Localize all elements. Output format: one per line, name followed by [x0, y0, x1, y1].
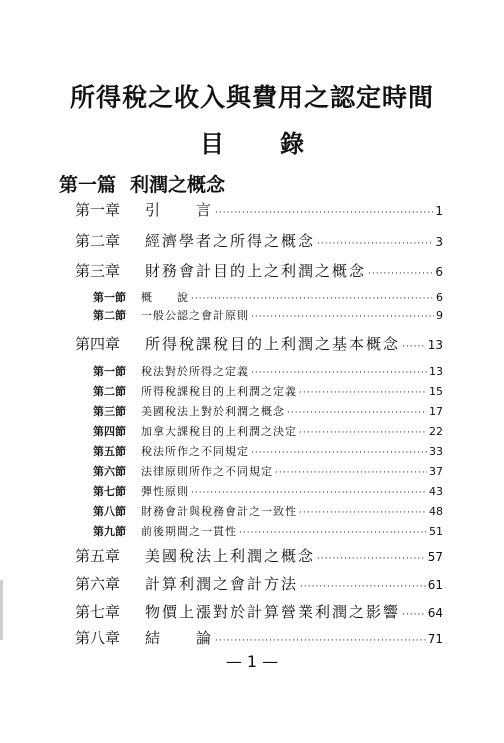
toc-entry-title: 財務會計目的上之利潤之概念	[145, 262, 367, 280]
dot-leader	[368, 269, 433, 279]
dot-leader	[275, 468, 427, 478]
toc-entry-label: 第五節	[93, 445, 126, 458]
toc-page-number: 13	[429, 365, 443, 378]
toc-entry-label: 第一節	[93, 291, 126, 304]
toc-entry-label: 第三章	[75, 262, 121, 280]
toc-entry-title: 經濟學者之所得之概念	[145, 232, 316, 250]
toc-page-number: 6	[435, 265, 443, 279]
toc-entry-label: 第二節	[93, 309, 126, 322]
toc-page-number: 43	[429, 485, 443, 498]
toc-section-row	[93, 307, 443, 323]
toc-section-row	[93, 383, 443, 399]
toc-page-number: 1	[435, 204, 443, 218]
toc-chapter-row	[75, 333, 443, 354]
page-number: — 1 —	[225, 652, 279, 671]
toc-page-number: 71	[427, 632, 443, 646]
toc-section-row	[93, 463, 443, 479]
dot-leader	[239, 528, 427, 538]
toc-entry-title: 概 說	[141, 291, 189, 304]
toc-entry-label: 第六節	[93, 465, 126, 478]
toc-page-number: 22	[429, 425, 443, 438]
toc-chapter-row	[75, 545, 443, 566]
dot-leader	[317, 239, 433, 249]
toc-page-number: 48	[429, 505, 443, 518]
toc-page-number: 33	[429, 445, 443, 458]
heading-char-1: 目	[200, 130, 224, 158]
toc-page-number: 51	[429, 525, 443, 538]
toc-entry-label: 第五章	[75, 547, 121, 565]
toc-entry-label: 第九節	[93, 525, 126, 538]
toc-entry-title: 前後期間之一貫性	[141, 525, 237, 538]
toc-page-number: 15	[429, 385, 443, 398]
toc-entry-label: 第七節	[93, 485, 126, 498]
toc-section-row	[93, 503, 443, 519]
dot-leader	[251, 312, 434, 322]
scan-edge-mark	[0, 580, 3, 640]
toc-entry-title: 一般公認之會計原則	[141, 309, 249, 322]
dot-leader	[299, 428, 427, 438]
dot-leader	[299, 388, 427, 398]
dot-leader	[317, 554, 426, 564]
dot-leader	[215, 208, 433, 218]
toc-section-row	[93, 403, 443, 419]
toc-entry-title: 所得稅課稅目的上利潤之基本概念	[145, 335, 401, 353]
toc-entry-title: 結 論	[145, 629, 214, 647]
toc-entry-label: 第三節	[93, 405, 126, 418]
dot-leader	[402, 342, 426, 352]
toc-page-number: 64	[427, 606, 443, 620]
part-label: 第一篇	[59, 174, 117, 196]
toc-entry-label: 第二節	[93, 385, 126, 398]
dot-leader	[215, 636, 426, 646]
dot-leader	[191, 488, 427, 498]
toc-page-number: 3	[435, 235, 443, 249]
toc-entry-label: 第八節	[93, 505, 126, 518]
toc-entry-title: 美國稅法上利潤之概念	[145, 547, 316, 565]
toc-entry-title: 所得稅課稅目的上利潤之定義	[141, 385, 297, 398]
dot-leader	[287, 408, 427, 418]
toc-page-number: 9	[436, 309, 443, 322]
toc-entry-title: 財務會計與稅務會計之一致性	[141, 505, 297, 518]
toc-page-number: 61	[427, 578, 443, 592]
toc-page-number: 6	[436, 291, 443, 304]
dot-leader	[402, 610, 426, 620]
toc-section-row	[93, 363, 443, 379]
toc-page-number: 57	[427, 550, 443, 564]
toc-page-number: 37	[429, 465, 443, 478]
toc-entry-label: 第四章	[75, 335, 121, 353]
dot-leader	[251, 448, 427, 458]
toc-chapter-row	[75, 230, 443, 251]
toc-section-row	[93, 483, 443, 499]
table-of-contents-heading	[0, 124, 504, 159]
part-title: 利潤之概念	[130, 174, 226, 196]
toc-section-row	[93, 523, 443, 539]
toc-entry-label: 第八章	[75, 629, 121, 647]
toc-entry-title: 計算利潤之會計方法	[145, 575, 299, 593]
toc-entry-label: 第七章	[75, 603, 121, 621]
toc-entry-label: 第四節	[93, 425, 126, 438]
toc-section-row	[93, 423, 443, 439]
toc-entry-title: 引 言	[145, 201, 214, 219]
toc-chapter-row	[75, 573, 443, 594]
toc-chapter-row	[75, 199, 443, 220]
toc-chapter-row	[75, 260, 443, 281]
toc-entry-label: 第一章	[75, 201, 121, 219]
document-title: 所得稅之收入與費用之認定時間	[69, 83, 434, 112]
dot-leader	[299, 508, 427, 518]
toc-entry-title: 稅法對於所得之定義	[141, 365, 249, 378]
toc-section-row	[93, 443, 443, 459]
toc-entry-title: 美國稅法上對於利潤之概念	[141, 405, 285, 418]
dot-leader	[251, 368, 427, 378]
toc-page-number: 13	[427, 338, 443, 352]
toc-entry-label: 第二章	[75, 232, 121, 250]
toc-entry-title: 加拿大課稅目的上利潤之決定	[141, 425, 297, 438]
dot-leader	[191, 294, 434, 304]
heading-char-2: 錄	[280, 130, 304, 158]
toc-entry-label: 第一節	[93, 365, 126, 378]
toc-page-number: 17	[429, 405, 443, 418]
toc-entry-label: 第六章	[75, 575, 121, 593]
toc-section-row	[93, 289, 443, 305]
toc-chapter-row	[75, 627, 443, 648]
part-heading	[59, 170, 225, 197]
toc-entry-title: 彈性原則	[141, 485, 189, 498]
dot-leader	[300, 582, 426, 592]
toc-entry-title: 稅法所作之不同規定	[141, 445, 249, 458]
toc-entry-title: 法律原則所作之不同規定	[141, 465, 273, 478]
toc-entry-title: 物價上漲對於計算營業利潤之影響	[145, 603, 401, 621]
toc-chapter-row	[75, 601, 443, 622]
